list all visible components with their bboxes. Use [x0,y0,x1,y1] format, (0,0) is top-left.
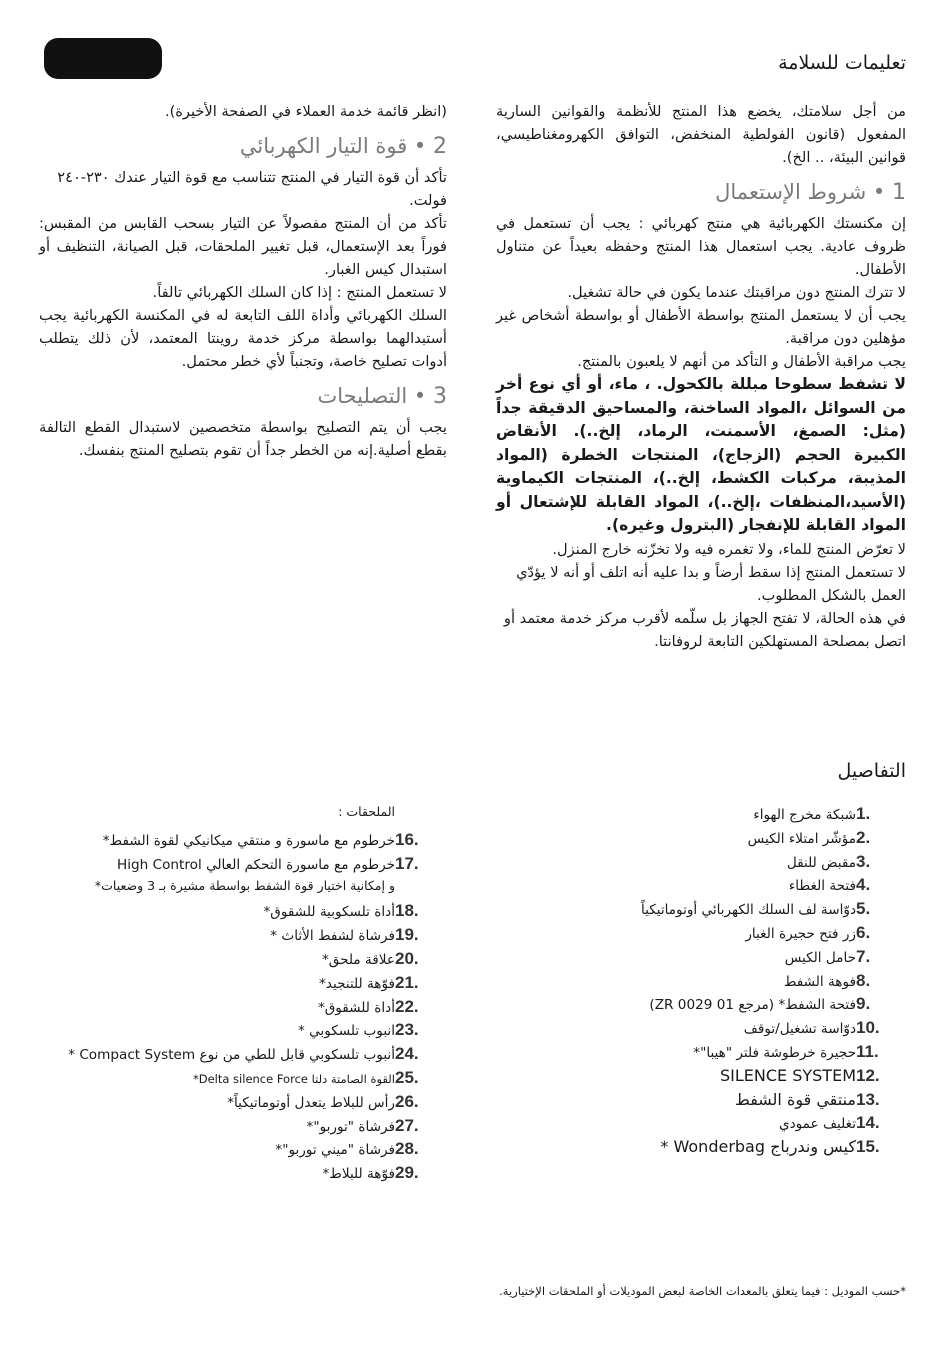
list-item [17,973,427,997]
item-label: خرطوم مع ماسورة التحكم العالي High Control [117,856,395,873]
item-number: 27. [395,1115,419,1135]
section-2-number: 2 [433,134,447,159]
usage-warning-bold: لا تشفط سطوحا مبللة بالكحول. ، ماء، أو أي نوع أخر من السوائل ،المواد الساخنة، والمساحيق الدقيقة جداً (مثل: الصمغ، الأسمنت، الرماد، إلخ..). الأنقاض الكبيرة الحجم (الزجاج)، المنتجات الخطرة (المواد المذيبة، مركبات الكشط، إلخ..)، المنتجات الكيماوية (الأسيد،المنظفات ،إلخ..)، المواد القابلة للإشتعال أو المواد القابلة للإنفجار (البترول وغيره). [496,375,906,534]
list-item [17,925,427,949]
item-number: 7. [856,946,871,966]
safety-column-left [39,100,447,462]
item-label: دوّاسة لف السلك الكهربائي أوتوماتيكياً [640,902,856,919]
list-item [17,1020,427,1044]
usage-paragraph-2: لا تترك المنتج دون مراقبتك عندما يكون في حالة تشغيل. [567,284,906,301]
item-number: 16. [395,830,419,849]
item-label: شبكة مخرج الهواء [753,807,856,823]
list-item [17,1163,427,1187]
list-item [528,994,888,1018]
safety-column-right [496,100,906,653]
power-paragraph-3: لا تستعمل المنتج : إذا كان السلك الكهربائي تالفاً. [152,284,447,301]
item-label: انبوب تلسكوبي * [298,1023,395,1040]
accessories-list [17,804,427,1187]
section-1-title: شروط الإستعمال [715,180,867,204]
customer-service-note: (انظر قائمة خدمة العملاء في الصفحة الأخيرة). [164,103,447,120]
item-label: منتقي قوة الشفط [735,1089,856,1109]
list-item [528,1113,888,1137]
list-item [17,854,427,878]
usage-paragraph-7: في هذه الحالة، لا تفتح الجهاز بل سلّمه لأقرب مركز خدمة معتمد أو اتصل بمصلحة المستهلكين التابعة لروفانتا. [503,609,906,650]
item-number: 18. [395,901,419,921]
item-number: 6. [856,922,871,942]
item-label: القوة الصامتة دلتا Delta silence Force* [192,1071,395,1086]
list-item [528,1042,888,1066]
list-item [528,1137,888,1161]
bullet-dot: • [413,134,427,158]
list-item [17,1092,427,1116]
section-2-title: قوة التيار الكهربائي [239,134,408,158]
item-label: أداة تلسكوبية للشقوق* [263,904,395,921]
item-number: 10. [856,1018,880,1038]
section-3-number: 3 [433,384,447,409]
item-number: 9. [856,994,871,1014]
item-label: فوهة الشفط [783,973,856,990]
item-label: و إمكانية اختيار قوة الشفط بواسطة مشيرة بـ 3 وضعيات* [94,877,395,893]
item-number: 25. [395,1067,419,1087]
item-label: SILENCE SYSTEM [719,1065,856,1085]
usage-paragraph-1: إن مكنستك الكهربائية هي منتج كهربائي : يجب أن تستعمل في ظروف عادية. يجب استعمال هذا المنتج وحفظه بعيداً عن متناول الأطفال. [496,215,906,278]
bullet-dot: • [872,180,886,204]
list-item [17,1068,427,1092]
usage-paragraph-4: يجب مراقبة الأطفال و التأكد من أنهم لا يلعبون بالمنتج. [577,353,906,370]
usage-paragraph-5: لا تعرّض المنتج للماء، ولا تغمره فيه ولا تخزّنه خارج المنزل. [552,540,906,558]
item-number: 24. [395,1044,419,1064]
item-label: أداة للشقوق* [317,999,395,1016]
item-number: 8. [856,970,871,990]
item-label: زر فتح حجيرة الغبار [745,925,856,942]
item-number: 29. [395,1163,419,1183]
intro-paragraph: من أجل سلامتك، يخضع هذا المنتج للأنظمة والقوانين السارية المفعول (قانون الفولطية المنخفض، التوافق الكهرومغناطيسي، قوانين البيئة، .. الخ). [496,103,906,166]
list-item [528,804,888,828]
list-item [17,878,427,902]
item-number: 5. [856,899,871,919]
section-2-heading [39,131,447,162]
item-number: 13. [856,1089,880,1109]
details-list [528,804,888,1161]
page-title: تعليمات للسلامة [778,52,906,74]
list-item [17,901,427,925]
item-number: 17. [395,853,419,873]
item-label: فرشاة لشفط الأثاث * [270,928,395,945]
details-heading: التفاصيل [837,760,906,782]
power-paragraph-1: تأكد أن قوة التيار في المنتج تتناسب مع قوة التيار عندك ٢٣٠-٢٤٠ فولت. [57,169,447,209]
accessories-heading [17,804,427,830]
usage-paragraph-6: لا تستعمل المنتج إذا سقط أرضاً و بدا عليه أنه اتلف أو أنه لا يؤدّي العمل بالشكل المطلوب. [516,563,906,604]
item-number: 23. [395,1020,419,1040]
item-label: خرطوم مع ماسورة و منتقي ميكانيكي لقوة الشفط* [102,833,395,849]
item-number: 15. [856,1137,880,1157]
item-label: حجيرة خرطوشة فلتر "هيبا"* [693,1044,856,1061]
list-item [528,875,888,899]
list-item [17,1116,427,1140]
item-number: 26. [395,1091,419,1111]
item-number: 21. [395,972,419,992]
bullet-dot: • [413,384,427,408]
item-number: 3. [856,851,871,871]
item-label: فرشاة "توربو"* [306,1118,395,1135]
accessories-title: الملحقات : [338,804,395,819]
page-tab-marker [44,38,162,79]
item-label: رأس للبلاط يتعدل أوتوماتيكياً* [227,1094,395,1111]
item-label: فوّهة للتنجيد* [319,975,395,992]
item-number: 14. [856,1113,880,1133]
item-number: 20. [395,948,419,968]
item-number: 22. [395,996,419,1016]
list-item [17,830,427,854]
item-number: 1. [856,804,871,823]
item-label: مؤشّر امتلاء الكيس [747,830,856,847]
list-item [528,1090,888,1114]
list-item [528,971,888,995]
item-label: فرشاة "ميني توربو"* [275,1142,395,1159]
power-paragraph-2: تأكد من أن المنتج مفصولاً عن التيار بسحب القابس من المقبس: فوراً بعد الإستعمال، قبل تغيير الملحقات، قبل الصيانة، التنظيف أو استبدال كيس الغبار. [39,215,447,278]
item-number: 12. [856,1065,880,1085]
item-number: 2. [856,827,871,847]
item-label: فتحة الغطاء [788,878,856,895]
item-label: كيس وندرباج Wonderbag * [660,1137,856,1157]
item-label: مقبض للنقل [786,854,856,871]
section-1-number: 1 [892,180,906,205]
item-label: حامل الكيس [784,949,856,966]
list-item [528,852,888,876]
list-item [528,828,888,852]
list-item [528,947,888,971]
power-paragraph-4: السلك الكهربائي وأداة اللف التابعة له في المكنسة الكهربائية يجب أستبدالهما بواسطة مركز خدمة روينتا المعتمد، لأن ذلك يتطلب أدوات تصليح خاصة، وتجنباً لأي خطر محتمل. [39,307,447,370]
list-item [17,997,427,1021]
item-label: دوّاسة تشغيل/توقف [743,1021,856,1038]
item-label: فوّهة للبلاط* [322,1166,395,1183]
list-item [17,1139,427,1163]
section-1-heading [496,177,906,208]
item-number: 4. [856,875,871,895]
section-3-title: التصليحات [317,384,408,408]
item-number: 11. [856,1041,879,1061]
item-label: علاقة ملحق* [321,951,395,968]
item-label: تغليف عمودي [778,1116,856,1133]
item-label: أنبوب تلسكوبي قابل للطي من نوع Compact System * [68,1047,395,1064]
usage-paragraph-3: يجب أن لا يستعمل المنتج بواسطة الأطفال أو بواسطة أشخاص غير مؤهلين دون مراقبة. [496,307,906,347]
item-label: فتحة الشفط* (مرجع ZR 0029 01) [649,997,856,1014]
list-item [528,923,888,947]
list-item [17,949,427,973]
list-item [528,1066,888,1090]
item-number: 19. [395,925,419,945]
section-3-heading [39,381,447,412]
repairs-paragraph: يجب أن يتم التصليح بواسطة متخصصين لاستبدال القطع التالفة بقطع أصلية.إنه من الخطر جداً أن تقوم بتصليح المنتج بنفسك. [39,419,447,459]
list-item [528,1018,888,1042]
item-number: 28. [395,1139,419,1159]
list-item [528,899,888,923]
model-footnote: *حسب الموديل : فيما يتعلق بالمعدات الخاصة لبعض الموديلات أو الملحقات الإختيارية. [499,1284,906,1298]
list-item [17,1044,427,1068]
